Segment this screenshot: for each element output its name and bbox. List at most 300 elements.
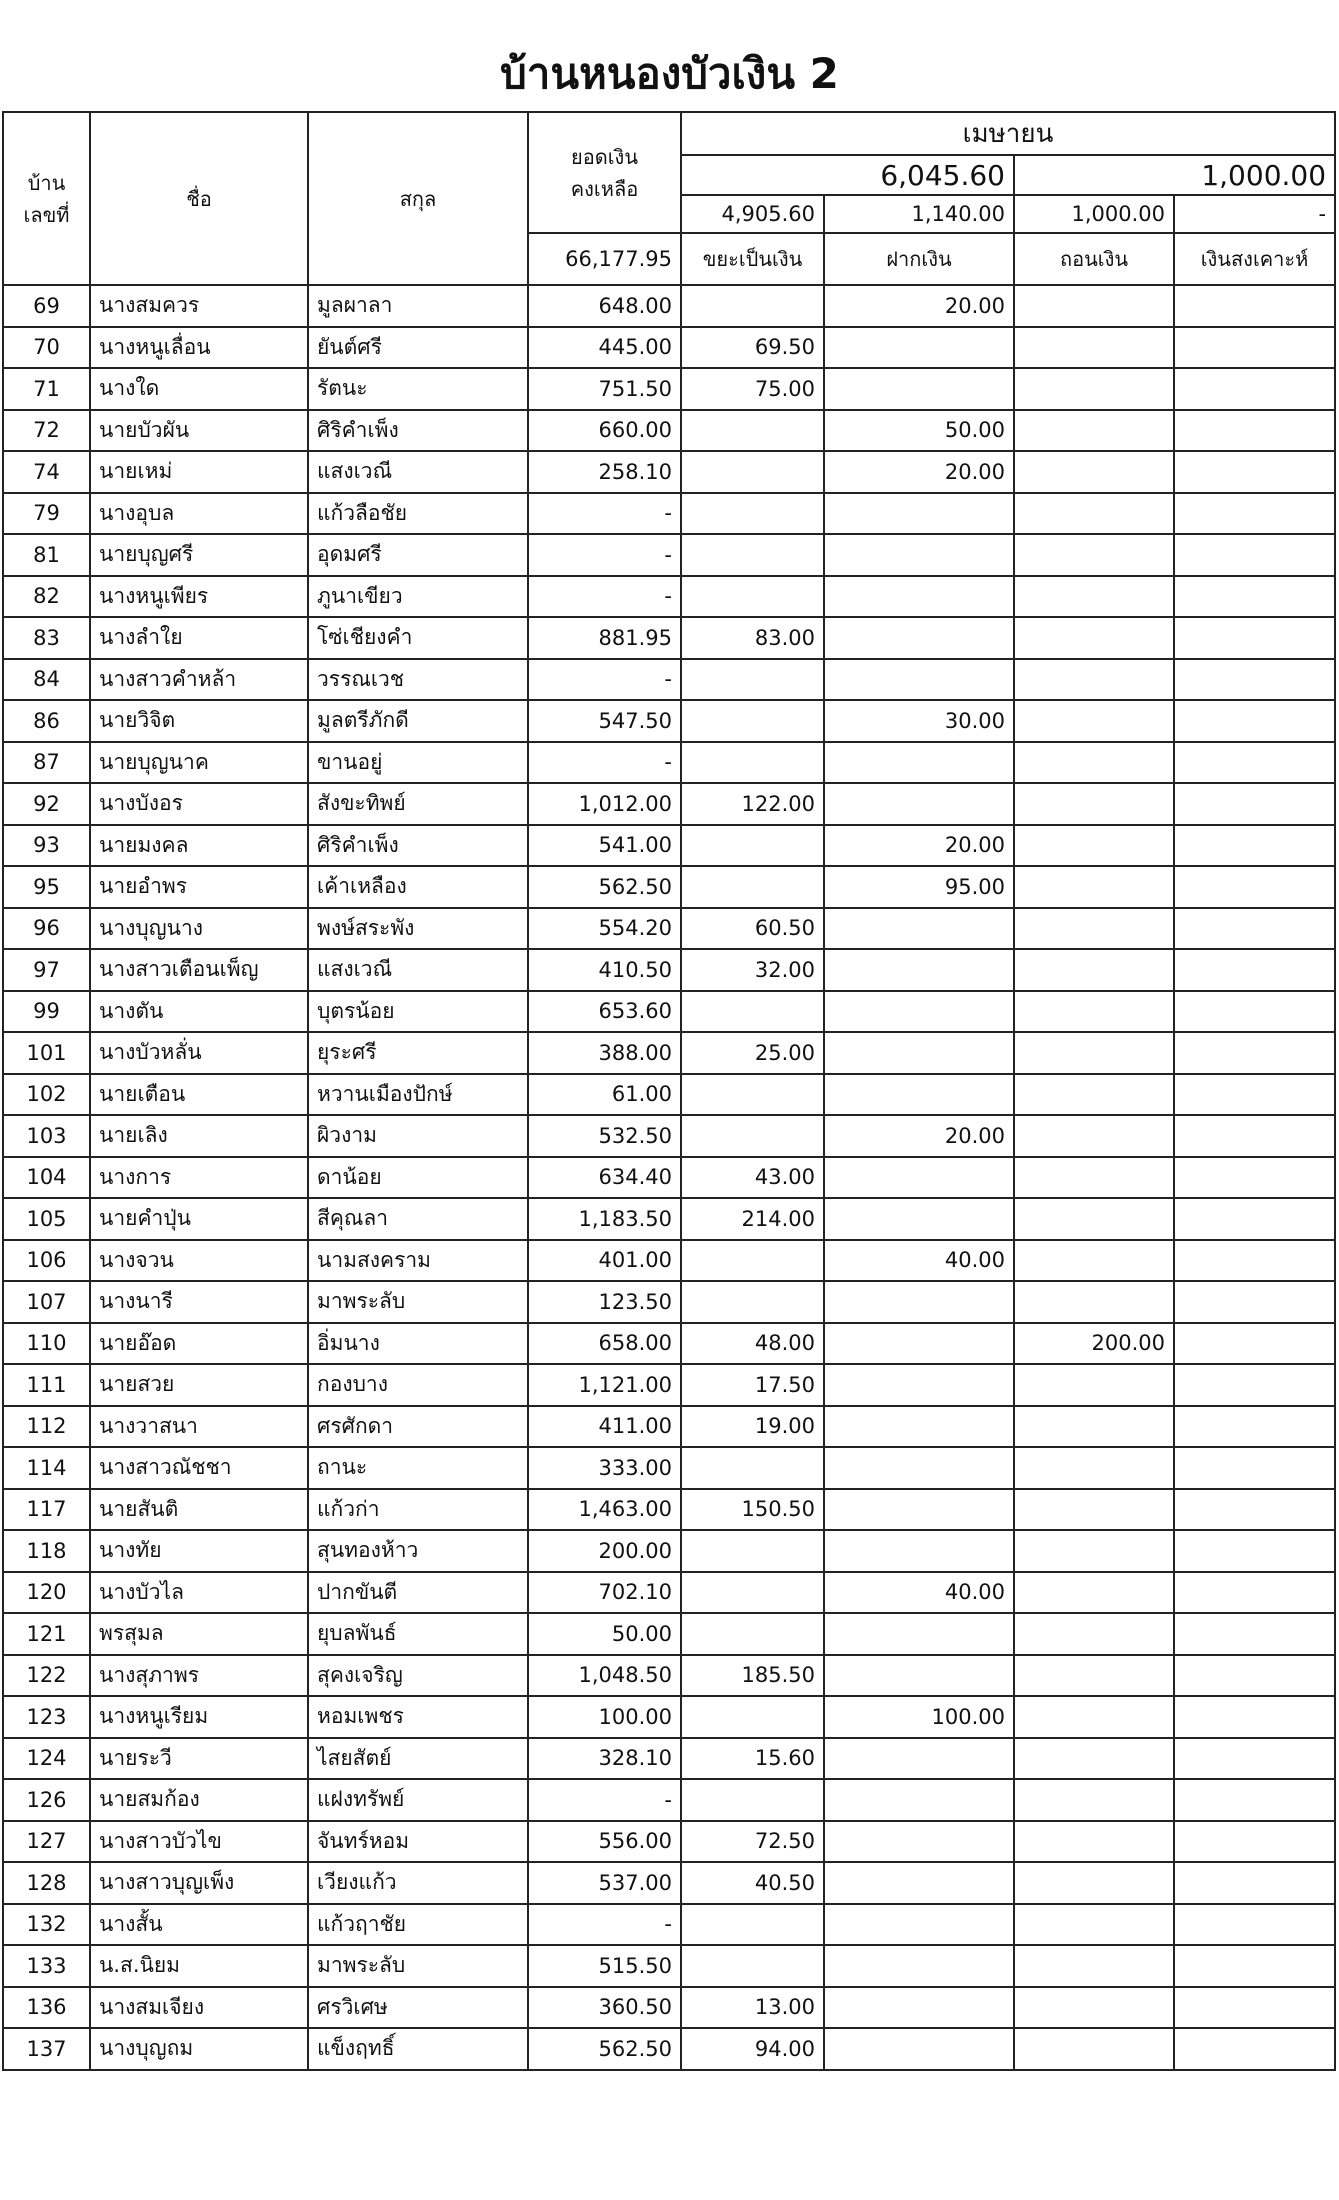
cell-house-no: 79 [3, 493, 90, 535]
table-row [3, 576, 1335, 618]
cell-withdraw [1014, 742, 1174, 784]
table-row [3, 1157, 1335, 1199]
cell-house-no: 105 [3, 1198, 90, 1240]
cell-deposit [824, 1447, 1014, 1489]
cell-deposit [824, 659, 1014, 701]
cell-deposit [824, 493, 1014, 535]
cell-deposit [824, 1862, 1014, 1904]
cell-welfare [1174, 327, 1335, 369]
cell-withdraw [1014, 991, 1174, 1033]
cell-balance: 200.00 [528, 1530, 681, 1572]
cell-welfare [1174, 1198, 1335, 1240]
cell-waste [681, 493, 824, 535]
cell-welfare [1174, 2028, 1335, 2070]
cell-waste: 150.50 [681, 1489, 824, 1531]
cell-balance: 1,183.50 [528, 1198, 681, 1240]
cell-waste [681, 742, 824, 784]
table-row [3, 1904, 1335, 1946]
table-row [3, 1987, 1335, 2029]
cell-welfare [1174, 1572, 1335, 1614]
cell-last-name: ศิริคำเพ็ง [308, 825, 528, 867]
cell-house-no: 137 [3, 2028, 90, 2070]
table-row [3, 742, 1335, 784]
cell-first-name: นางสั้น [90, 1904, 308, 1946]
cell-last-name: ผิวงาม [308, 1115, 528, 1157]
subtotal-waste: 4,905.60 [681, 195, 824, 233]
cell-welfare [1174, 576, 1335, 618]
cell-welfare [1174, 908, 1335, 950]
cell-house-no: 97 [3, 949, 90, 991]
cell-balance: 541.00 [528, 825, 681, 867]
cell-first-name: นางบัวไล [90, 1572, 308, 1614]
cell-deposit: 20.00 [824, 451, 1014, 493]
cell-first-name: นางจวน [90, 1240, 308, 1282]
cell-deposit: 100.00 [824, 1696, 1014, 1738]
cell-last-name: แก้วฤาชัย [308, 1904, 528, 1946]
cell-withdraw [1014, 534, 1174, 576]
cell-first-name: นางอุบล [90, 493, 308, 535]
table-row [3, 1240, 1335, 1282]
cell-welfare [1174, 285, 1335, 327]
cell-withdraw [1014, 410, 1174, 452]
cell-balance: 1,121.00 [528, 1364, 681, 1406]
cell-waste: 122.00 [681, 783, 824, 825]
cell-deposit [824, 1821, 1014, 1863]
cell-last-name: พงษ์สระพัง [308, 908, 528, 950]
table-row [3, 1489, 1335, 1531]
table-row [3, 1074, 1335, 1116]
cell-house-no: 70 [3, 327, 90, 369]
cell-welfare [1174, 742, 1335, 784]
cell-last-name: แข็งฤทธิ์ [308, 2028, 528, 2070]
table-row [3, 617, 1335, 659]
header-balance-line1: ยอดเงิน [571, 144, 638, 169]
table-row [3, 866, 1335, 908]
cell-house-no: 128 [3, 1862, 90, 1904]
cell-deposit [824, 908, 1014, 950]
cell-balance: 258.10 [528, 451, 681, 493]
cell-house-no: 132 [3, 1904, 90, 1946]
cell-waste: 83.00 [681, 617, 824, 659]
cell-last-name: ยุบลพันธ์ [308, 1613, 528, 1655]
cell-withdraw [1014, 2028, 1174, 2070]
table-row [3, 1779, 1335, 1821]
table-row [3, 1115, 1335, 1157]
cell-house-no: 82 [3, 576, 90, 618]
cell-balance: 547.50 [528, 700, 681, 742]
table-row [3, 908, 1335, 950]
cell-welfare [1174, 1862, 1335, 1904]
cell-withdraw [1014, 1821, 1174, 1863]
cell-withdraw [1014, 1655, 1174, 1697]
cell-house-no: 92 [3, 783, 90, 825]
table-row [3, 991, 1335, 1033]
cell-house-no: 86 [3, 700, 90, 742]
subtotal-deposit: 1,140.00 [824, 195, 1014, 233]
cell-first-name: นายเตือน [90, 1074, 308, 1116]
cell-last-name: มูลผาลา [308, 285, 528, 327]
cell-last-name: ศิริคำเพ็ง [308, 410, 528, 452]
cell-deposit: 20.00 [824, 825, 1014, 867]
cell-welfare [1174, 1489, 1335, 1531]
cell-welfare [1174, 410, 1335, 452]
cell-withdraw [1014, 493, 1174, 535]
cell-deposit [824, 783, 1014, 825]
cell-withdraw [1014, 1032, 1174, 1074]
cell-last-name: ศรวิเศษ [308, 1987, 528, 2029]
cell-house-no: 118 [3, 1530, 90, 1572]
cell-waste: 214.00 [681, 1198, 824, 1240]
cell-deposit: 20.00 [824, 1115, 1014, 1157]
cell-deposit [824, 1323, 1014, 1365]
cell-house-no: 126 [3, 1779, 90, 1821]
cell-balance: 702.10 [528, 1572, 681, 1614]
cell-last-name: ขานอยู่ [308, 742, 528, 784]
cell-last-name: กองบาง [308, 1364, 528, 1406]
cell-balance: 562.50 [528, 866, 681, 908]
cell-first-name: นายมงคล [90, 825, 308, 867]
cell-withdraw [1014, 825, 1174, 867]
cell-withdraw [1014, 1945, 1174, 1987]
cell-last-name: แสงเวณี [308, 451, 528, 493]
cell-waste: 75.00 [681, 368, 824, 410]
cell-first-name: นายระวี [90, 1738, 308, 1780]
cell-first-name: นางใด [90, 368, 308, 410]
cell-withdraw [1014, 1364, 1174, 1406]
table-row [3, 368, 1335, 410]
cell-welfare [1174, 1945, 1335, 1987]
cell-first-name: นางสาวเตือนเพ็ญ [90, 949, 308, 991]
cell-welfare [1174, 451, 1335, 493]
cell-first-name: นางสาวคำหล้า [90, 659, 308, 701]
cell-deposit: 50.00 [824, 410, 1014, 452]
cell-house-no: 95 [3, 866, 90, 908]
cell-deposit [824, 534, 1014, 576]
cell-waste [681, 659, 824, 701]
cell-first-name: นายวิจิต [90, 700, 308, 742]
cell-balance: 660.00 [528, 410, 681, 452]
table-row [3, 451, 1335, 493]
table-row [3, 1323, 1335, 1365]
cell-last-name: ถานะ [308, 1447, 528, 1489]
table-row [3, 783, 1335, 825]
cell-deposit [824, 1198, 1014, 1240]
cell-first-name: นางการ [90, 1157, 308, 1199]
cell-welfare [1174, 1987, 1335, 2029]
cell-welfare [1174, 1074, 1335, 1116]
cell-withdraw [1014, 451, 1174, 493]
cell-last-name: หวานเมืองปักษ์ [308, 1074, 528, 1116]
cell-first-name: น.ส.นิยม [90, 1945, 308, 1987]
cell-waste: 69.50 [681, 327, 824, 369]
table-row [3, 1364, 1335, 1406]
cell-balance: 360.50 [528, 1987, 681, 2029]
cell-welfare [1174, 1821, 1335, 1863]
cell-first-name: นางทัย [90, 1530, 308, 1572]
cell-balance: 554.20 [528, 908, 681, 950]
cell-withdraw [1014, 866, 1174, 908]
cell-first-name: นางสมควร [90, 285, 308, 327]
cell-last-name: ศรศักดา [308, 1406, 528, 1448]
cell-withdraw [1014, 1447, 1174, 1489]
cell-withdraw [1014, 1904, 1174, 1946]
cell-waste [681, 1696, 824, 1738]
cell-welfare [1174, 1696, 1335, 1738]
cell-deposit: 40.00 [824, 1572, 1014, 1614]
cell-balance: 532.50 [528, 1115, 681, 1157]
cell-waste [681, 700, 824, 742]
cell-last-name: ดาน้อย [308, 1157, 528, 1199]
cell-waste: 25.00 [681, 1032, 824, 1074]
cell-deposit [824, 617, 1014, 659]
table-row [3, 1530, 1335, 1572]
cell-waste [681, 576, 824, 618]
cell-deposit [824, 991, 1014, 1033]
cell-waste: 60.50 [681, 908, 824, 950]
cell-withdraw [1014, 908, 1174, 950]
cell-withdraw [1014, 1696, 1174, 1738]
cell-balance: - [528, 1904, 681, 1946]
cell-balance: 751.50 [528, 368, 681, 410]
header-house-no-line2: เลขที่ [23, 202, 70, 227]
cell-balance: - [528, 493, 681, 535]
cell-house-no: 136 [3, 1987, 90, 2029]
cell-last-name: เวียงแก้ว [308, 1862, 528, 1904]
cell-deposit [824, 576, 1014, 618]
cell-deposit [824, 1489, 1014, 1531]
cell-withdraw [1014, 1240, 1174, 1282]
cell-deposit: 20.00 [824, 285, 1014, 327]
table-row [3, 534, 1335, 576]
cell-deposit: 30.00 [824, 700, 1014, 742]
cell-deposit [824, 1364, 1014, 1406]
cell-deposit [824, 327, 1014, 369]
cell-balance: 556.00 [528, 1821, 681, 1863]
cell-first-name: นางสมเจียง [90, 1987, 308, 2029]
cell-waste [681, 1074, 824, 1116]
cell-welfare [1174, 1447, 1335, 1489]
cell-welfare [1174, 1364, 1335, 1406]
header-month-total-in: 6,045.60 [681, 155, 1014, 195]
cell-house-no: 110 [3, 1323, 90, 1365]
cell-last-name: ยุระศรี [308, 1032, 528, 1074]
cell-balance: 411.00 [528, 1406, 681, 1448]
cell-withdraw [1014, 576, 1174, 618]
cell-withdraw [1014, 1115, 1174, 1157]
subtotal-withdraw: 1,000.00 [1014, 195, 1174, 233]
cell-welfare [1174, 783, 1335, 825]
cell-welfare [1174, 1157, 1335, 1199]
cell-first-name: นายอ๊อด [90, 1323, 308, 1365]
cell-balance: 328.10 [528, 1738, 681, 1780]
cell-withdraw [1014, 1530, 1174, 1572]
cell-deposit [824, 368, 1014, 410]
subtotal-welfare: - [1174, 195, 1335, 233]
table-row [3, 1821, 1335, 1863]
cell-house-no: 117 [3, 1489, 90, 1531]
header-last-name: สกุล [308, 112, 528, 285]
cell-house-no: 111 [3, 1364, 90, 1406]
cell-house-no: 133 [3, 1945, 90, 1987]
cell-waste: 185.50 [681, 1655, 824, 1697]
cell-balance: 1,048.50 [528, 1655, 681, 1697]
cell-first-name: นายบัวผัน [90, 410, 308, 452]
cell-waste: 94.00 [681, 2028, 824, 2070]
cell-deposit [824, 1613, 1014, 1655]
cell-withdraw [1014, 617, 1174, 659]
cell-withdraw [1014, 1779, 1174, 1821]
cell-last-name: สุคงเจริญ [308, 1655, 528, 1697]
cell-last-name: ยันต์ศรี [308, 327, 528, 369]
cell-last-name: สีคุณลา [308, 1198, 528, 1240]
table-row [3, 1738, 1335, 1780]
cell-waste [681, 1904, 824, 1946]
page-title: บ้านหนองบัวเงิน 2 [500, 49, 839, 98]
cell-house-no: 87 [3, 742, 90, 784]
cell-waste [681, 1281, 824, 1323]
cell-welfare [1174, 1240, 1335, 1282]
header-balance-line2: คงเหลือ [570, 176, 639, 201]
cell-waste: 40.50 [681, 1862, 824, 1904]
cell-balance: 515.50 [528, 1945, 681, 1987]
table-row [3, 1572, 1335, 1614]
col-label-welfare: เงินสงเคาะห์ [1174, 233, 1335, 285]
cell-house-no: 103 [3, 1115, 90, 1157]
cell-last-name: แสงเวณี [308, 949, 528, 991]
cell-house-no: 123 [3, 1696, 90, 1738]
cell-balance: - [528, 576, 681, 618]
cell-house-no: 112 [3, 1406, 90, 1448]
cell-waste [681, 1613, 824, 1655]
cell-waste: 32.00 [681, 949, 824, 991]
table-row [3, 1696, 1335, 1738]
cell-house-no: 81 [3, 534, 90, 576]
cell-last-name: หอมเพชร [308, 1696, 528, 1738]
cell-first-name: นางวาสนา [90, 1406, 308, 1448]
table-row [3, 410, 1335, 452]
table-row [3, 1198, 1335, 1240]
cell-house-no: 96 [3, 908, 90, 950]
cell-welfare [1174, 534, 1335, 576]
table-row [3, 2028, 1335, 2070]
cell-first-name: นางลำใย [90, 617, 308, 659]
cell-welfare [1174, 1904, 1335, 1946]
cell-withdraw [1014, 659, 1174, 701]
cell-last-name: รัตนะ [308, 368, 528, 410]
cell-house-no: 74 [3, 451, 90, 493]
cell-balance: 445.00 [528, 327, 681, 369]
cell-first-name: นายสันติ [90, 1489, 308, 1531]
cell-deposit [824, 1074, 1014, 1116]
cell-balance: 881.95 [528, 617, 681, 659]
cell-welfare [1174, 1323, 1335, 1365]
cell-balance: - [528, 659, 681, 701]
cell-first-name: นางสุภาพร [90, 1655, 308, 1697]
cell-waste: 43.00 [681, 1157, 824, 1199]
cell-deposit: 40.00 [824, 1240, 1014, 1282]
cell-house-no: 71 [3, 368, 90, 410]
cell-house-no: 121 [3, 1613, 90, 1655]
cell-welfare [1174, 1115, 1335, 1157]
cell-withdraw [1014, 1198, 1174, 1240]
cell-waste [681, 534, 824, 576]
cell-withdraw [1014, 1613, 1174, 1655]
cell-waste: 72.50 [681, 1821, 824, 1863]
table-row [3, 659, 1335, 701]
cell-last-name: โซ่เชียงคำ [308, 617, 528, 659]
cell-welfare [1174, 1779, 1335, 1821]
table-row [3, 1862, 1335, 1904]
cell-deposit [824, 949, 1014, 991]
cell-balance: - [528, 1779, 681, 1821]
cell-welfare [1174, 1281, 1335, 1323]
cell-deposit [824, 1945, 1014, 1987]
cell-last-name: แก้วก่า [308, 1489, 528, 1531]
header-month-total-out: 1,000.00 [1014, 155, 1335, 195]
table-row [3, 1945, 1335, 1987]
cell-house-no: 114 [3, 1447, 90, 1489]
cell-waste [681, 1530, 824, 1572]
table-row [3, 1447, 1335, 1489]
cell-house-no: 84 [3, 659, 90, 701]
cell-waste [681, 1779, 824, 1821]
cell-welfare [1174, 1032, 1335, 1074]
cell-waste [681, 410, 824, 452]
table-row [3, 1281, 1335, 1323]
header-month: เมษายน [681, 112, 1335, 155]
cell-withdraw [1014, 1987, 1174, 2029]
cell-deposit [824, 1157, 1014, 1199]
cell-house-no: 102 [3, 1074, 90, 1116]
cell-welfare [1174, 1655, 1335, 1697]
header-first-name: ชื่อ [90, 112, 308, 285]
cell-welfare [1174, 1530, 1335, 1572]
cell-house-no: 124 [3, 1738, 90, 1780]
cell-deposit [824, 1904, 1014, 1946]
cell-last-name: บุตรน้อย [308, 991, 528, 1033]
table-row [3, 1406, 1335, 1448]
cell-balance: 123.50 [528, 1281, 681, 1323]
cell-last-name: แก้วลือชัย [308, 493, 528, 535]
cell-first-name: นางสาวบัวไข [90, 1821, 308, 1863]
cell-first-name: นางนารี [90, 1281, 308, 1323]
cell-first-name: นางบังอร [90, 783, 308, 825]
cell-waste: 15.60 [681, 1738, 824, 1780]
cell-waste [681, 1240, 824, 1282]
cell-waste [681, 866, 824, 908]
cell-last-name: แฝงทรัพย์ [308, 1779, 528, 1821]
cell-first-name: นางบุญถม [90, 2028, 308, 2070]
table-row [3, 1032, 1335, 1074]
cell-first-name: นางตัน [90, 991, 308, 1033]
table-row [3, 1613, 1335, 1655]
cell-withdraw [1014, 368, 1174, 410]
cell-balance: - [528, 742, 681, 784]
cell-withdraw [1014, 285, 1174, 327]
header-house-no [3, 112, 90, 285]
cell-withdraw [1014, 1738, 1174, 1780]
cell-withdraw [1014, 1281, 1174, 1323]
cell-balance: 562.50 [528, 2028, 681, 2070]
col-label-withdraw: ถอนเงิน [1014, 233, 1174, 285]
cell-first-name: นายเหม่ [90, 451, 308, 493]
cell-balance: 537.00 [528, 1862, 681, 1904]
cell-last-name: มาพระลับ [308, 1281, 528, 1323]
cell-waste: 19.00 [681, 1406, 824, 1448]
table-header [3, 112, 1335, 285]
cell-last-name: สังขะทิพย์ [308, 783, 528, 825]
cell-last-name: มาพระลับ [308, 1945, 528, 1987]
